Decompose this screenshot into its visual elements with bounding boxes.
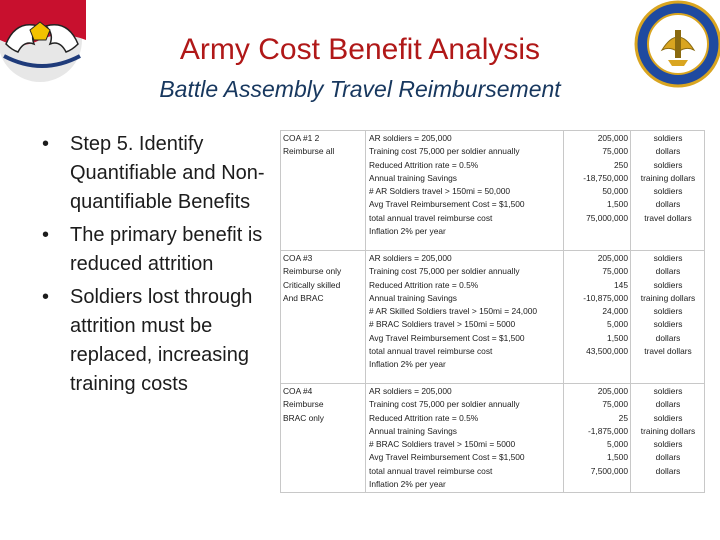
- coa-row: [280, 130, 705, 250]
- coa-label: COA #1 2 Reimburse all: [283, 133, 335, 157]
- coa-label: COA #4 Reimburse BRAC only: [283, 386, 324, 423]
- coa-units: soldiers dollars soldiers training dollars soldiers dollars travel dollars: [640, 133, 696, 223]
- coa-units: soldiers dollars soldiers training dollars soldiers soldiers dollars travel dollars: [640, 253, 696, 357]
- coa-values: 205,000 75,000 250 -18,750,000 50,000 1,500 75,000,000: [583, 133, 628, 223]
- coa-values: 205,000 75,000 145 -10,875,000 24,000 5,000 1,500 43,500,000: [583, 253, 628, 357]
- coa-label: COA #3 Reimburse only Critically skilled And BRAC: [283, 253, 342, 303]
- bullet-list: [40, 130, 270, 403]
- page-subtitle: Battle Assembly Travel Reimbursement: [159, 76, 561, 102]
- bullet-dot-icon: •: [42, 224, 50, 246]
- table-border: [280, 492, 705, 493]
- bullet-text: Soldiers lost through attrition must be replaced, increasing training costs: [70, 286, 253, 395]
- coa-items: AR soldiers = 205,000 Training cost 75,000 per soldier annually Reduced Attrition rate = 0.5% Annual training Savings # AR Skilled Soldiers travel > 150mi = 24,000 # BRAC Soldiers travel > 150mi = 5000 Avg Travel Reimbursement Cost = $1,500 total annual travel reimburse cost Inflation 2% per year: [369, 253, 538, 370]
- coa-items: AR soldiers = 205,000 Training cost 75,000 per soldier annually Reduced Attrition rate = 0.5% Annual training Savings # BRAC Soldiers travel > 150mi = 5000 Avg Travel Reimbursement Cost = $1,500 total annual travel reimburse cost Inflation 2% per year: [369, 386, 525, 490]
- coa-row: [280, 250, 705, 383]
- coa-units: soldiers dollars soldiers training dollars soldiers dollars dollars: [640, 386, 696, 476]
- bullet-item: [40, 283, 270, 399]
- bullet-text: Step 5. Identify Quantifiable and Non-quantifiable Benefits: [70, 133, 265, 213]
- coa-row: [280, 383, 705, 492]
- bullet-item: [40, 130, 270, 217]
- bullet-item: [40, 221, 270, 279]
- coa-table: [280, 130, 705, 492]
- page-title: Army Cost Benefit Analysis: [179, 33, 541, 66]
- bullet-dot-icon: •: [42, 133, 50, 155]
- bullet-dot-icon: •: [42, 286, 50, 308]
- coa-items: AR soldiers = 205,000 Training cost 75,000 per soldier annually Reduced Attrition rate = 0.5% Annual training Savings # AR Soldiers travel > 150mi = 50,000 Avg Travel Reimbursement Cost = $1,500 total annual travel reimburse cost Inflation 2% per year: [369, 133, 525, 237]
- bullet-text: The primary benefit is reduced attrition: [70, 224, 263, 275]
- coa-values: 205,000 75,000 25 -1,875,000 5,000 1,500 7,500,000: [587, 386, 628, 476]
